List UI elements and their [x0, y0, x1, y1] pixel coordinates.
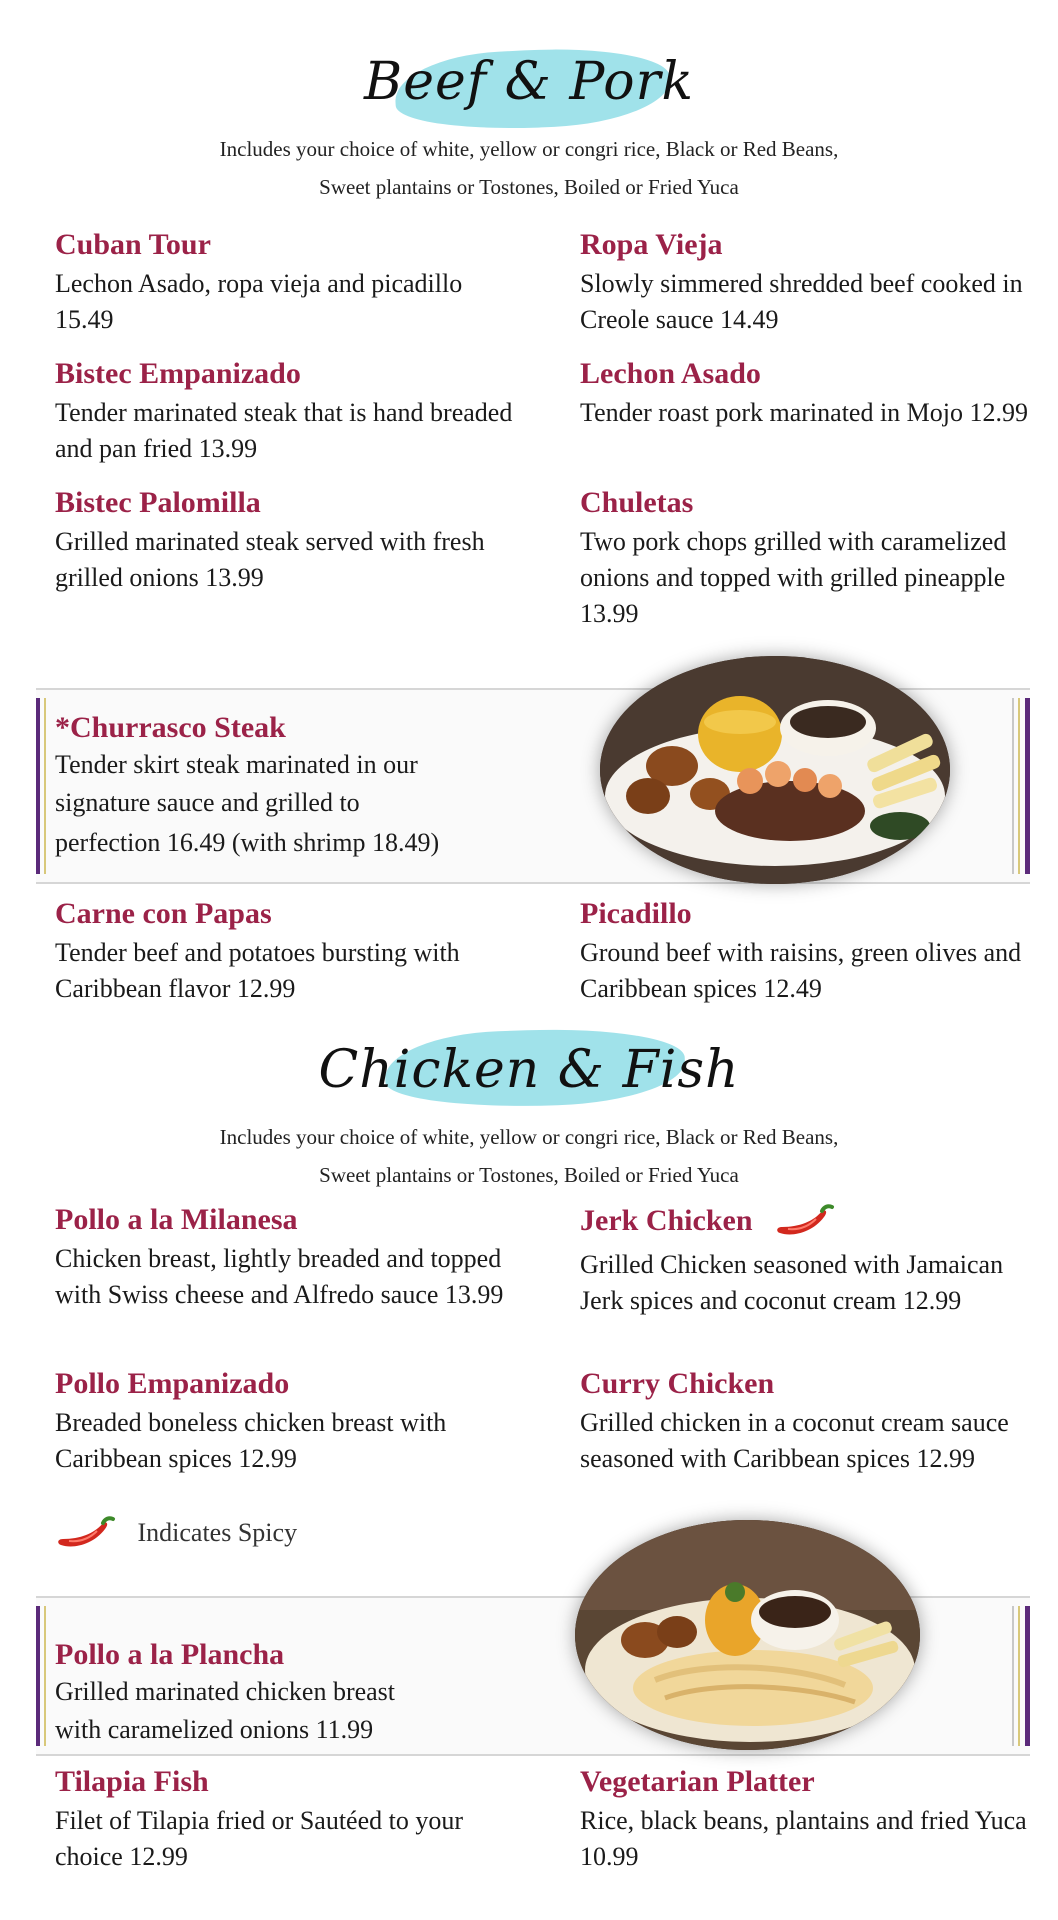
- panel-accent-bar: [1025, 1606, 1030, 1746]
- item-description-line: perfection 16.49 (with shrimp 18.49): [55, 828, 440, 857]
- section-title-chicken-fish: Chicken & Fish: [318, 1040, 740, 1100]
- item-description-line: Grilled marinated chicken breast: [55, 1677, 396, 1706]
- section-intro: [0, 1118, 1058, 1194]
- panel-accent-bar: [1012, 698, 1014, 874]
- panel-accent-bar: [1018, 698, 1020, 874]
- item-name: Picadillo: [580, 897, 692, 930]
- spicy-legend: [55, 1515, 297, 1555]
- section-title-beef-pork: Beef & Pork: [364, 52, 694, 112]
- chili-pepper-icon: [55, 1515, 117, 1555]
- item-name: Carne con Papas: [55, 897, 272, 930]
- item-description: Rice, black beans, plantains and fried Yuca 10.99: [580, 1806, 1027, 1871]
- intro-line: Sweet plantains or Tostones, Boiled or Fried Yuca: [319, 1163, 739, 1187]
- menu-item-pollo-milanesa: [55, 1203, 525, 1313]
- item-description-line: with caramelized onions 11.99: [55, 1715, 374, 1744]
- item-description: Grilled chicken in a coconut cream sauce seasoned with Caribbean spices 12.99: [580, 1408, 1009, 1473]
- item-name: Bistec Palomilla: [55, 486, 261, 519]
- item-name: Tilapia Fish: [55, 1765, 209, 1798]
- item-name: Pollo a la Milanesa: [55, 1203, 298, 1236]
- menu-item-pollo-empanizado: [55, 1367, 525, 1477]
- intro-line: Sweet plantains or Tostones, Boiled or Fried Yuca: [319, 175, 739, 199]
- item-description-line: Tender skirt steak marinated in our: [55, 750, 418, 779]
- item-name: Ropa Vieja: [580, 228, 723, 261]
- item-description: Tender roast pork marinated in Mojo 12.99: [580, 398, 1029, 427]
- panel-accent-bar: [44, 698, 46, 874]
- intro-line: Includes your choice of white, yellow or congri rice, Black or Red Beans,: [219, 1125, 839, 1149]
- menu-item-cuban-tour: [55, 228, 525, 338]
- item-description: Ground beef with raisins, green olives and Caribbean spices 12.49: [580, 938, 1022, 1003]
- menu-item-picadillo: [580, 897, 1050, 1007]
- plate-illustration: [575, 1520, 920, 1750]
- item-description: Grilled Chicken seasoned with Jamaican Jerk spices and coconut cream 12.99: [580, 1250, 1004, 1315]
- menu-item-bistec-empanizado: [55, 357, 525, 467]
- item-description: Grilled marinated steak served with fresh grilled onions 13.99: [55, 527, 485, 592]
- intro-line: Includes your choice of white, yellow or congri rice, Black or Red Beans,: [219, 137, 839, 161]
- item-description: Tender beef and potatoes bursting with Caribbean flavor 12.99: [55, 938, 460, 1003]
- chili-pepper-icon: [774, 1203, 836, 1243]
- item-description: Tender marinated steak that is hand breaded and pan fried 13.99: [55, 398, 513, 463]
- item-description-line: signature sauce and grilled to: [55, 788, 360, 817]
- item-description: Lechon Asado, ropa vieja and picadillo 15.49: [55, 269, 463, 334]
- menu-item-bistec-palomilla: [55, 486, 525, 596]
- pollo-plancha-photo: [575, 1520, 920, 1750]
- item-name: Pollo a la Plancha: [55, 1638, 285, 1671]
- item-description: Chicken breast, lightly breaded and topped with Swiss cheese and Alfredo sauce 13.99: [55, 1244, 504, 1309]
- item-name: Curry Chicken: [580, 1367, 775, 1400]
- menu-item-ropa-vieja: [580, 228, 1050, 338]
- menu-item-lechon-asado: [580, 357, 1050, 431]
- panel-accent-bar: [1025, 698, 1030, 874]
- item-name: Vegetarian Platter: [580, 1765, 815, 1798]
- menu-item-pollo-plancha: [55, 1637, 525, 1749]
- section-intro: [0, 130, 1058, 206]
- panel-accent-bar: [36, 1606, 40, 1746]
- menu-item-carne-con-papas: [55, 897, 525, 1007]
- item-description: Slowly simmered shredded beef cooked in Creole sauce 14.49: [580, 269, 1023, 334]
- item-name: Bistec Empanizado: [55, 357, 301, 390]
- item-name: Pollo Empanizado: [55, 1367, 290, 1400]
- item-description: Filet of Tilapia fried or Sautéed to your choice 12.99: [55, 1806, 464, 1871]
- menu-item-curry-chicken: [580, 1367, 1050, 1477]
- item-description: Two pork chops grilled with caramelized onions and topped with grilled pineapple 13.99: [580, 527, 1007, 628]
- menu-item-tilapia-fish: [55, 1765, 525, 1875]
- legend-label: Indicates Spicy: [137, 1517, 298, 1547]
- menu-item-chuletas: [580, 486, 1050, 632]
- item-name: Chuletas: [580, 486, 694, 519]
- item-name: Lechon Asado: [580, 357, 761, 390]
- panel-accent-bar: [36, 698, 40, 874]
- item-description: Breaded boneless chicken breast with Caribbean spices 12.99: [55, 1408, 447, 1473]
- item-name: *Churrasco Steak: [55, 711, 286, 744]
- panel-accent-bar: [44, 1606, 46, 1746]
- panel-accent-bar: [1018, 1606, 1020, 1746]
- item-name: Cuban Tour: [55, 228, 211, 261]
- menu-item-vegetarian-platter: [580, 1765, 1050, 1875]
- churrasco-steak-photo: [600, 656, 950, 884]
- menu-item-jerk-chicken: [580, 1203, 1050, 1319]
- item-name-text: Jerk Chicken: [580, 1203, 753, 1237]
- panel-accent-bar: [1012, 1606, 1014, 1746]
- plate-illustration: [600, 656, 950, 884]
- item-name: [580, 1203, 1050, 1243]
- menu-item-churrasco: [55, 710, 525, 862]
